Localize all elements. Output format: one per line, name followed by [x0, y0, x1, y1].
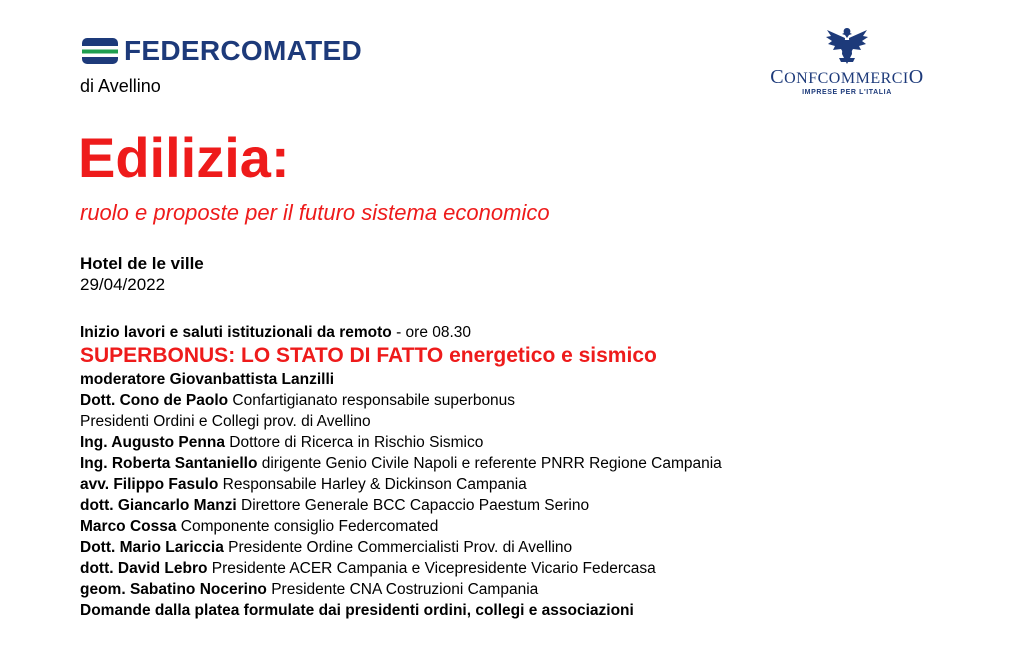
eagle-emblem-icon — [823, 24, 871, 68]
federcomated-logo — [80, 34, 362, 68]
event-venue: Hotel de le ville — [80, 254, 204, 273]
program-closing: Domande dalla platea formulate dai presidenti ordini, collegi e associazioni — [80, 602, 634, 619]
confcommercio-logo — [766, 24, 928, 102]
confcommercio-tagline: IMPRESE PER L'ITALIA — [802, 89, 892, 96]
speaker-row: Ing. Roberta Santaniello dirigente Genio Civile Napoli e referente PNRR Regione Campania — [80, 455, 722, 472]
section-title: SUPERBONUS: LO STATO DI FATTO energetico e sismico — [80, 344, 657, 367]
speaker-row: dott. David Lebro Presidente ACER Campania e Vicepresidente Vicario Federcasa — [80, 560, 656, 577]
speaker-row: avv. Filippo Fasulo Responsabile Harley & Dickinson Campania — [80, 476, 527, 493]
confcommercio-name: CONFCOMMERCIO — [770, 66, 924, 88]
speaker-row: Dott. Mario Lariccia Presidente Ordine Commercialisti Prov. di Avellino — [80, 539, 573, 556]
speaker-row: geom. Sabatino Nocerino Presidente CNA Costruzioni Campania — [80, 581, 539, 598]
program — [80, 322, 1000, 621]
speaker-row: Marco Cossa Componente consiglio Federcomated — [80, 518, 439, 535]
federcomated-logo-icon — [80, 36, 120, 66]
speaker-row: Ing. Augusto Penna Dottore di Ricerca in Rischio Sismico — [80, 434, 484, 451]
speaker-row: Dott. Cono de Paolo Confartigianato responsabile superbonus — [80, 392, 516, 409]
federcomated-city: di Avellino — [80, 76, 161, 96]
speaker-row: dott. Giancarlo Manzi Direttore Generale BCC Capaccio Paestum Serino — [80, 497, 590, 514]
program-opening: Inizio lavori e saluti istituzionali da remoto - ore 08.30 — [80, 324, 472, 341]
event-date: 29/04/2022 — [80, 275, 166, 294]
speaker-row: Presidenti Ordini e Collegi prov. di Avellino — [80, 413, 371, 430]
federcomated-logo-text: FEDERCOMATED — [124, 35, 362, 66]
event-subtitle: ruolo e proposte per il futuro sistema economico — [80, 200, 550, 225]
moderator: moderatore Giovanbattista Lanzilli — [80, 371, 335, 388]
event-title: Edilizia: — [78, 126, 290, 189]
